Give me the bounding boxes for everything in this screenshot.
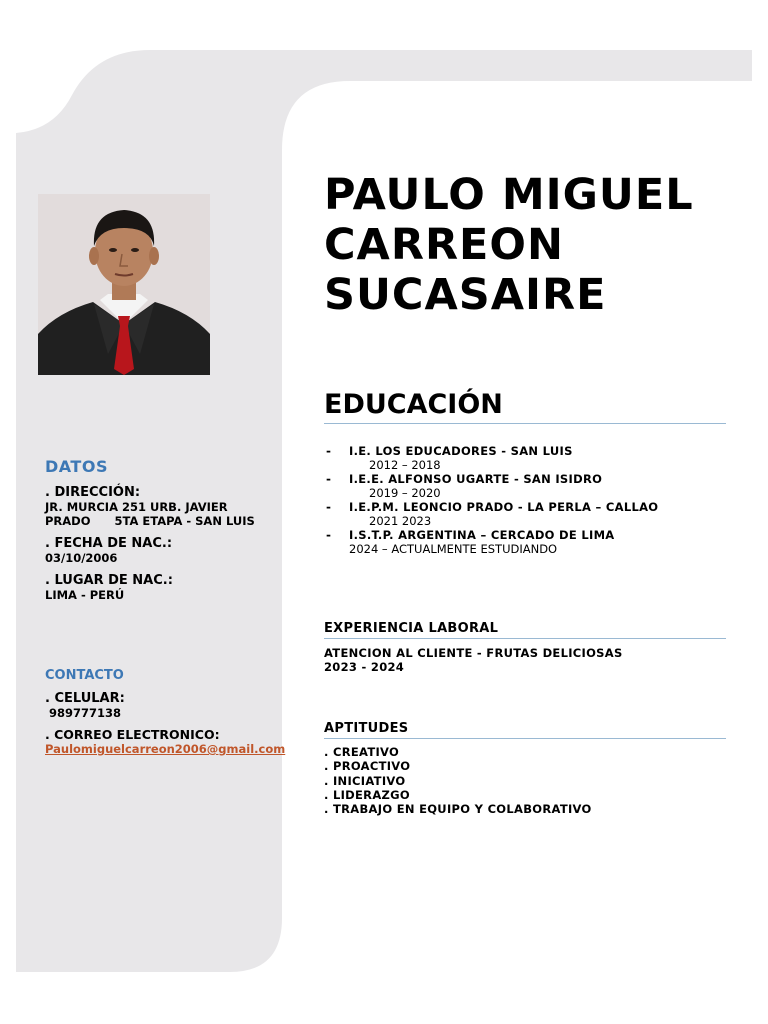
fecha-nac-value: 03/10/2006: [45, 551, 118, 565]
education-school: I.E.P.M. LEONCIO PRADO - LA PERLA – CALLAO: [349, 500, 659, 514]
skill-item: . INICIATIVO: [324, 773, 406, 788]
skill-item: . LIDERAZGO: [324, 787, 410, 802]
education-school: I.E. LOS EDUCADORES - SAN LUIS: [349, 444, 573, 458]
email-link[interactable]: Paulomiguelcarreon2006@gmail.com: [45, 742, 286, 756]
experience-title: EXPERIENCIA LABORAL: [324, 621, 499, 636]
direccion-line-2: PRADO 5TA ETAPA - SAN LUIS: [45, 514, 255, 528]
skills-section: [324, 721, 726, 816]
skill-item: . PROACTIVO: [324, 759, 411, 774]
profile-photo: [38, 194, 210, 375]
datos-title: DATOS: [45, 457, 108, 476]
education-dash: -: [326, 472, 331, 486]
education-years: 2021 2023: [369, 514, 432, 528]
education-item: [324, 528, 726, 556]
lugar-nac-label: . LUGAR DE NAC.:: [45, 573, 173, 588]
name-line-3: SUCASAIRE: [324, 270, 607, 320]
skills-title: APTITUDES: [324, 721, 409, 736]
fecha-nac-label: . FECHA DE NAC.:: [45, 536, 173, 551]
direccion-label: . DIRECCIÓN:: [45, 485, 141, 500]
education-school: I.S.T.P. ARGENTINA – CERCADO DE LIMA: [349, 528, 615, 542]
name-line-2: CARREON: [324, 220, 564, 270]
education-dash: -: [326, 444, 331, 458]
education-dash: -: [326, 528, 331, 542]
contacto-section: [45, 668, 295, 756]
name-block: [324, 170, 726, 320]
experience-section: [324, 621, 726, 675]
experience-period: 2023 - 2024: [324, 660, 405, 675]
celular-label: . CELULAR:: [45, 691, 125, 706]
education-item: [324, 444, 726, 472]
education-item: [324, 472, 726, 500]
lugar-nac-value: LIMA - PERÚ: [45, 588, 125, 602]
education-item: [324, 500, 726, 528]
education-title: EDUCACIÓN: [324, 389, 503, 420]
education-years: 2024 – ACTUALMENTE ESTUDIANDO: [349, 542, 558, 556]
education-school: I.E.E. ALFONSO UGARTE - SAN ISIDRO: [349, 472, 603, 486]
direccion-line-1: JR. MURCIA 251 URB. JAVIER: [45, 500, 228, 514]
name-line-1: PAULO MIGUEL: [324, 170, 694, 220]
education-years: 2019 – 2020: [369, 486, 441, 500]
contacto-title: CONTACTO: [45, 668, 124, 683]
experience-role: ATENCION AL CLIENTE - FRUTAS DELICIOSAS: [324, 646, 623, 660]
correo-label: . CORREO ELECTRONICO:: [45, 727, 220, 742]
skill-item: . TRABAJO EN EQUIPO Y COLABORATIVO: [324, 802, 592, 817]
education-dash: -: [326, 500, 331, 514]
skill-item: . CREATIVO: [324, 745, 400, 759]
education-section: [324, 389, 726, 556]
celular-value: 989777138: [45, 706, 122, 720]
datos-section: [45, 457, 295, 602]
education-years: 2012 – 2018: [369, 458, 441, 472]
